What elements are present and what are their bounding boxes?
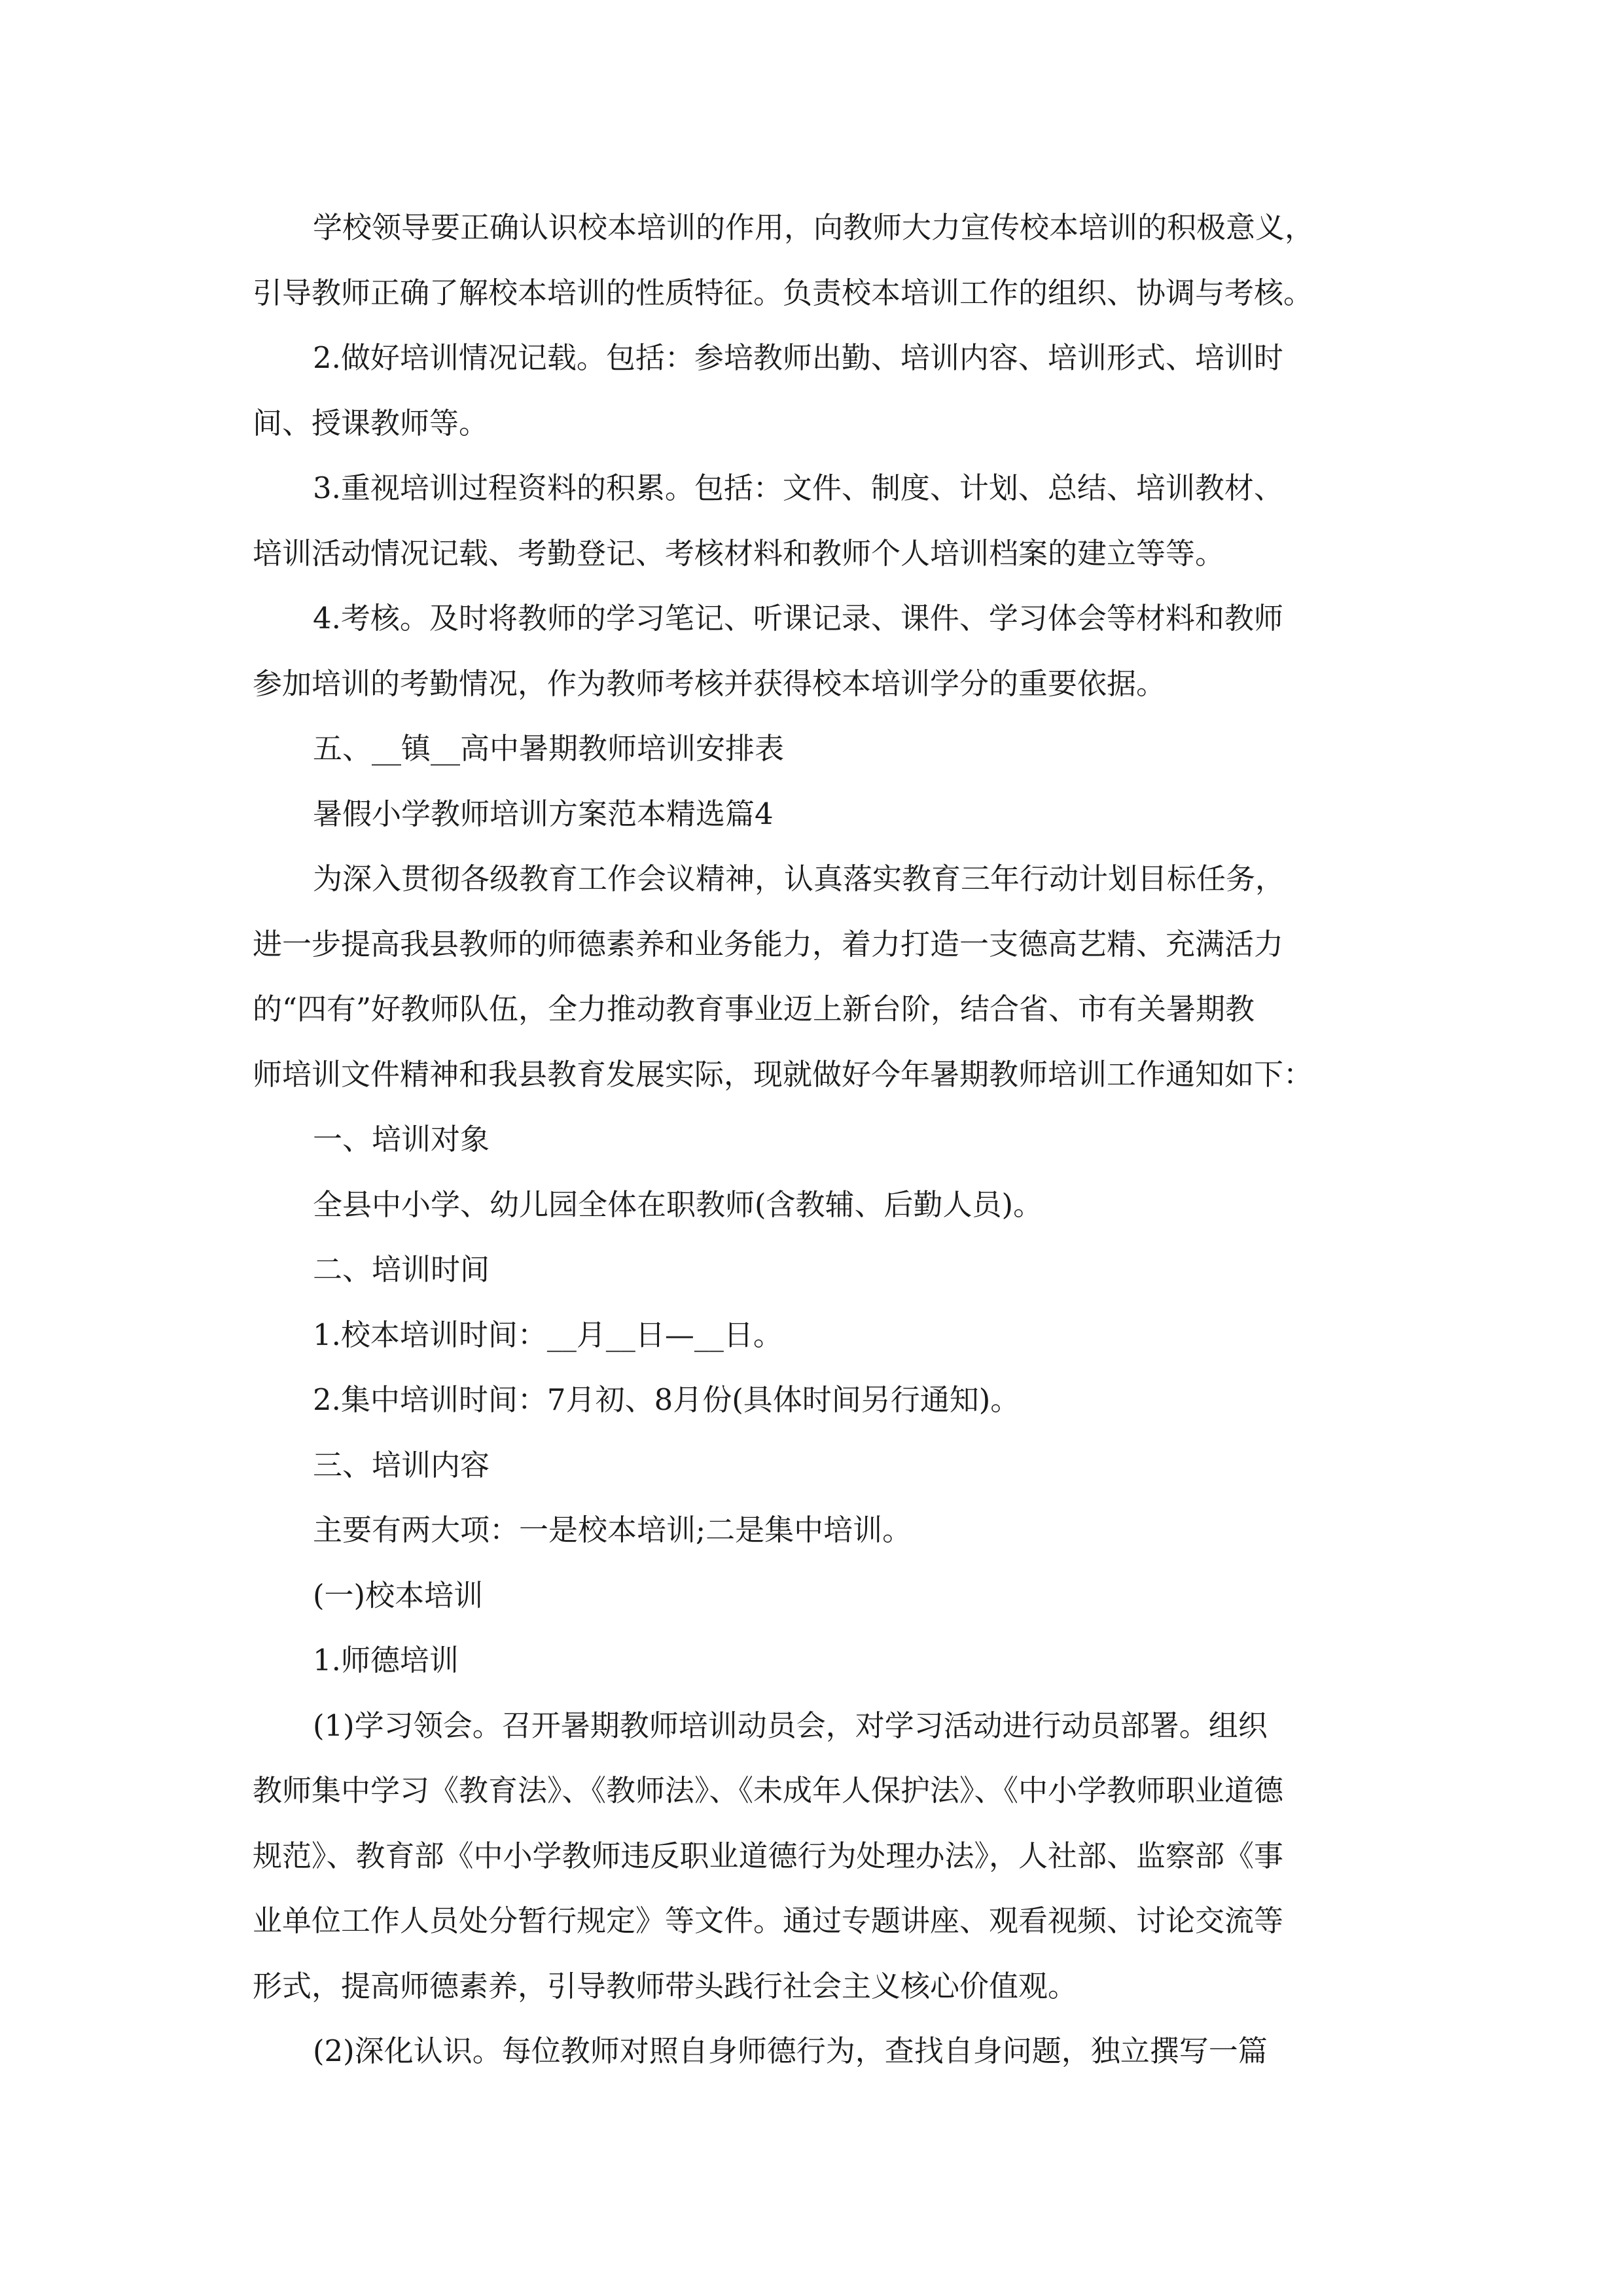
paragraph-line: 间、授课教师等。 xyxy=(253,405,489,440)
paragraph-line: 教师集中学习《教育法》、《教师法》、《未成年人保护法》、《中小学教师职业道德 xyxy=(253,1773,1284,1808)
paragraph-line: 进一步提高我县教师的师德素养和业务能力，着力打造一支德高艺精、充满活力 xyxy=(253,926,1284,961)
section-heading: 三、培训内容 xyxy=(313,1447,490,1482)
paragraph-line: 规范》、教育部《中小学教师违反职业道德行为处理办法》，人社部、监察部《事 xyxy=(253,1838,1284,1873)
paragraph-line: 业单位工作人员处分暂行规定》等文件。通过专题讲座、观看视频、讨论交流等 xyxy=(253,1903,1284,1938)
paragraph-line: 主要有两大项：一是校本培训;二是集中培训。 xyxy=(313,1513,912,1547)
paragraph-line: (2)深化认识。每位教师对照自身师德行为，查找自身问题，独立撰写一篇 xyxy=(313,2034,1268,2068)
article-title: 暑假小学教师培训方案范本精选篇4 xyxy=(313,796,774,831)
paragraph-line: 2.做好培训情况记载。包括：参培教师出勤、培训内容、培训形式、培训时 xyxy=(313,340,1283,375)
paragraph-line: 1.校本培训时间：__月__日—__日。 xyxy=(313,1317,783,1352)
paragraph-line: 师培训文件精神和我县教育发展实际，现就做好今年暑期教师培训工作通知如下： xyxy=(253,1056,1313,1092)
paragraph-line: 4.考核。及时将教师的学习笔记、听课记录、课件、学习体会等材料和教师 xyxy=(313,601,1283,636)
section-heading: 二、培训时间 xyxy=(313,1252,490,1287)
subsection-heading: 1.师德培训 xyxy=(313,1643,459,1677)
paragraph-line: 学校领导要正确认识校本培训的作用，向教师大力宣传校本培训的积极意义， xyxy=(313,210,1315,245)
section-heading: 五、__镇__高中暑期教师培训安排表 xyxy=(313,731,785,766)
subsection-heading: (一)校本培训 xyxy=(313,1577,484,1613)
paragraph-line: 培训活动情况记载、考勤登记、考核材料和教师个人培训档案的建立等等。 xyxy=(253,535,1225,571)
document-body xyxy=(253,195,1418,2084)
paragraph-line: 参加培训的考勤情况，作为教师考核并获得校本培训学分的重要依据。 xyxy=(253,666,1166,701)
paragraph-line: 为深入贯彻各级教育工作会议精神，认真落实教育三年行动计划目标任务， xyxy=(313,861,1285,896)
paragraph-line: 3.重视培训过程资料的积累。包括：文件、制度、计划、总结、培训教材、 xyxy=(313,471,1283,505)
paragraph-line: 引导教师正确了解校本培训的性质特征。负责校本培训工作的组织、协调与考核。 xyxy=(253,275,1313,310)
paragraph-line: 2.集中培训时间：7月初、8月份(具体时间另行通知)。 xyxy=(313,1382,1020,1417)
paragraph-line: (1)学习领会。召开暑期教师培训动员会，对学习活动进行动员部署。组织 xyxy=(313,1708,1268,1743)
paragraph-line: 形式，提高师德素养，引导教师带头践行社会主义核心价值观。 xyxy=(253,1968,1078,2003)
paragraph-line: 的“四有”好教师队伍，全力推动教育事业迈上新台阶，结合省、市有关暑期教 xyxy=(253,992,1255,1026)
section-heading: 一、培训对象 xyxy=(313,1122,490,1157)
paragraph-line: 全县中小学、幼儿园全体在职教师(含教辅、后勤人员)。 xyxy=(313,1187,1043,1222)
